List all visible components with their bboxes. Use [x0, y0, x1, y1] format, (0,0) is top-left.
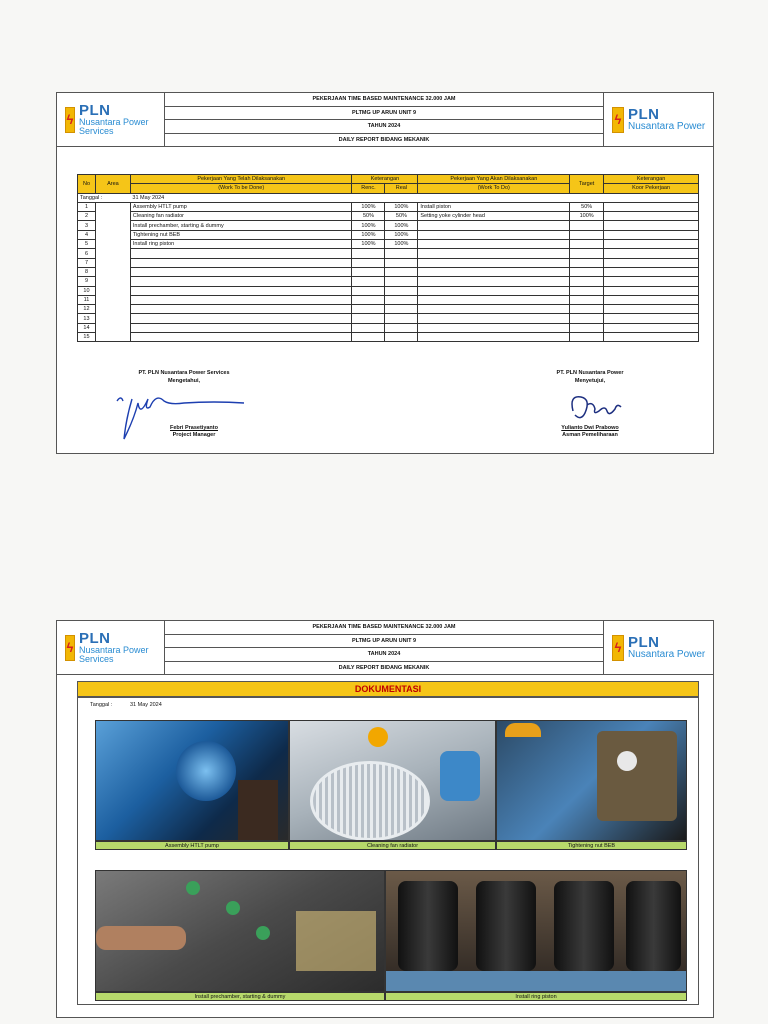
row-todo: [418, 323, 570, 332]
row-no: 6: [78, 249, 96, 258]
sig-left-title: Project Manager: [172, 432, 216, 438]
row-real: [385, 249, 418, 258]
row-real: [385, 314, 418, 323]
row-real: 100%: [385, 230, 418, 239]
row-done: [130, 323, 352, 332]
pln-nps-logo: [57, 93, 164, 146]
row-target: [570, 323, 604, 332]
table-row: [78, 249, 699, 258]
photo-assembly-htlt-pump: [95, 720, 289, 841]
row-no: 7: [78, 258, 96, 267]
row-todo: Install piston: [418, 202, 570, 211]
report-sheet: [56, 92, 714, 454]
documentation-sheet: [56, 620, 714, 1018]
col-keterangan-2: Keterangan: [604, 175, 699, 184]
row-todo: [418, 295, 570, 304]
row-real: 50%: [385, 212, 418, 221]
row-renc: [352, 267, 385, 276]
lightning-icon: ϟ: [612, 635, 624, 661]
col-todo-en: (Work To Do): [418, 184, 570, 193]
row-todo: [418, 240, 570, 249]
pln-nps-logo: [57, 621, 164, 674]
sig-right-title: Asman Pemeliharaan: [562, 432, 618, 438]
table-row: [78, 286, 699, 295]
report-header: [57, 93, 713, 147]
signature-right-name: [535, 425, 645, 438]
row-target: [570, 267, 604, 276]
col-real: Real: [385, 184, 418, 193]
row-no: 3: [78, 221, 96, 230]
row-todo: [418, 286, 570, 295]
header-titles: [164, 621, 603, 674]
table-row: [78, 202, 699, 211]
col-target: Target: [570, 175, 604, 194]
row-koor: [604, 267, 699, 276]
logo-sub-text: Nusantara Power Services: [78, 645, 149, 664]
row-no: 12: [78, 305, 96, 314]
row-koor: [604, 305, 699, 314]
row-koor: [604, 333, 699, 342]
header-line-1: PEKERJAAN TIME BASED MAINTENANCE 32.000 JAM: [165, 93, 603, 107]
table-row: [78, 221, 699, 230]
row-target: 100%: [570, 212, 604, 221]
signature-left: [129, 370, 239, 384]
row-done: [130, 333, 352, 342]
row-target: 50%: [570, 202, 604, 211]
signature-right: [535, 370, 645, 384]
row-renc: 100%: [352, 221, 385, 230]
sig-left-name: Febri Prasetiyanto: [170, 425, 218, 431]
table-row: [78, 305, 699, 314]
row-done: Tightening nut BEB: [130, 230, 352, 239]
sig-right-company: PT. PLN Nusantara Power: [556, 370, 624, 376]
doc-date-value: 31 May 2024: [130, 702, 162, 708]
caption-1: Assembly HTLT pump: [95, 841, 289, 850]
logo-pln-text: PLN: [78, 102, 111, 119]
photo-install-prechamber: [95, 870, 385, 992]
row-real: [385, 258, 418, 267]
row-real: 100%: [385, 221, 418, 230]
col-koor: Koor Pekerjaan: [604, 184, 699, 193]
logo-pln-text: PLN: [78, 630, 111, 647]
caption-5: Install ring piston: [385, 992, 687, 1001]
row-done: [130, 314, 352, 323]
row-done: [130, 295, 352, 304]
row-real: [385, 267, 418, 276]
row-koor: [604, 240, 699, 249]
row-koor: [604, 258, 699, 267]
row-done: [130, 286, 352, 295]
row-koor: [604, 212, 699, 221]
row-todo: [418, 314, 570, 323]
row-target: [570, 230, 604, 239]
logo-sub-text: Nusantara Power: [628, 121, 706, 132]
col-done: Pekerjaan Yang Telah Dilaksanakan: [130, 175, 352, 184]
row-todo: Setting yoke cylinder head: [418, 212, 570, 221]
caption-2: Cleaning fan radiator: [289, 841, 496, 850]
row-renc: [352, 258, 385, 267]
date-value: 31 May 2024: [130, 193, 352, 202]
header-line-1: PEKERJAAN TIME BASED MAINTENANCE 32.000 JAM: [165, 621, 603, 635]
row-no: 4: [78, 230, 96, 239]
col-keterangan: Keterangan: [352, 175, 418, 184]
table-row: [78, 323, 699, 332]
caption-4: Install prechamber, starting & dummy: [95, 992, 385, 1001]
row-done: Assembly HTLT pump: [130, 202, 352, 211]
row-koor: [604, 323, 699, 332]
row-renc: [352, 323, 385, 332]
row-renc: 100%: [352, 240, 385, 249]
row-done: [130, 277, 352, 286]
row-todo: [418, 277, 570, 286]
col-renc: Renc.: [352, 184, 385, 193]
logo-pln-text: PLN: [628, 634, 660, 651]
header-line-4: DAILY REPORT BIDANG MEKANIK: [338, 136, 430, 143]
row-koor: [604, 286, 699, 295]
col-todo: Pekerjaan Yang Akan Dilaksanakan: [418, 175, 570, 184]
row-no: 5: [78, 240, 96, 249]
row-done: [130, 258, 352, 267]
caption-3: Tightening nut BEB: [496, 841, 687, 850]
row-target: [570, 240, 604, 249]
row-no: 2: [78, 212, 96, 221]
lightning-icon: ϟ: [612, 107, 624, 133]
row-target: [570, 258, 604, 267]
lightning-icon: ϟ: [65, 635, 75, 661]
row-renc: [352, 286, 385, 295]
row-koor: [604, 202, 699, 211]
header-line-2: PLTMG UP ARUN UNIT 9: [165, 107, 603, 121]
row-no: 1: [78, 202, 96, 211]
row-renc: [352, 333, 385, 342]
row-todo: [418, 333, 570, 342]
row-done: [130, 305, 352, 314]
row-todo: [418, 305, 570, 314]
col-no: No: [78, 175, 96, 194]
doc-date-label: Tanggal :: [90, 702, 113, 708]
table-row: [78, 240, 699, 249]
row-todo: [418, 249, 570, 258]
header-line-3: TAHUN 2024: [165, 120, 603, 134]
sig-right-name: Yulianto Dwi Prabowo: [561, 425, 619, 431]
sig-right-role: Menyetujui,: [574, 378, 606, 384]
row-done: Install prechamber, starting & dummy: [130, 221, 352, 230]
row-renc: [352, 295, 385, 304]
logo-pln-text: PLN: [628, 106, 660, 123]
row-todo: [418, 230, 570, 239]
row-koor: [604, 249, 699, 258]
row-renc: [352, 314, 385, 323]
row-no: 9: [78, 277, 96, 286]
row-target: [570, 277, 604, 286]
documentation-box: [77, 697, 699, 1005]
row-target: [570, 249, 604, 258]
lightning-icon: ϟ: [65, 107, 75, 133]
row-no: 14: [78, 323, 96, 332]
date-row: [78, 193, 699, 202]
photo-cleaning-fan-radiator: [289, 720, 496, 841]
row-area: [95, 202, 130, 341]
row-done: Install ring piston: [130, 240, 352, 249]
table-row: [78, 295, 699, 304]
row-koor: [604, 221, 699, 230]
row-no: 11: [78, 295, 96, 304]
row-target: [570, 314, 604, 323]
row-done: [130, 249, 352, 258]
pln-np-logo: [603, 621, 713, 674]
row-real: 100%: [385, 240, 418, 249]
row-renc: 100%: [352, 202, 385, 211]
row-real: [385, 333, 418, 342]
row-renc: [352, 277, 385, 286]
photo-tightening-nut-beb: [496, 720, 687, 841]
row-renc: 50%: [352, 212, 385, 221]
row-no: 15: [78, 333, 96, 342]
table-row: [78, 267, 699, 276]
row-target: [570, 333, 604, 342]
row-todo: [418, 258, 570, 267]
row-real: [385, 286, 418, 295]
table-row: [78, 277, 699, 286]
row-real: [385, 323, 418, 332]
row-done: [130, 267, 352, 276]
row-real: [385, 295, 418, 304]
row-target: [570, 305, 604, 314]
header-line-3: TAHUN 2024: [165, 648, 603, 662]
signature-left-name: [139, 425, 249, 438]
header-titles: [164, 93, 603, 146]
row-koor: [604, 295, 699, 304]
table-row: [78, 314, 699, 323]
row-done: Cleaning fan radiator: [130, 212, 352, 221]
logo-sub-text: Nusantara Power: [628, 649, 706, 660]
row-target: [570, 221, 604, 230]
report-table: [77, 174, 699, 342]
table-row: [78, 230, 699, 239]
table-row: [78, 212, 699, 221]
row-renc: [352, 249, 385, 258]
row-no: 13: [78, 314, 96, 323]
row-target: [570, 295, 604, 304]
row-real: [385, 277, 418, 286]
doc-header: [57, 621, 713, 675]
row-real: [385, 305, 418, 314]
sig-left-role: Mengetahui,: [167, 378, 201, 384]
row-koor: [604, 314, 699, 323]
documentation-title: DOKUMENTASI: [77, 681, 699, 697]
signature-right-scribble: [565, 391, 625, 425]
table-row: [78, 258, 699, 267]
row-no: 8: [78, 267, 96, 276]
row-renc: 100%: [352, 230, 385, 239]
sig-left-company: PT. PLN Nusantara Power Services: [138, 370, 230, 376]
table-row: [78, 333, 699, 342]
row-no: 10: [78, 286, 96, 295]
row-todo: [418, 267, 570, 276]
row-real: 100%: [385, 202, 418, 211]
header-line-2: PLTMG UP ARUN UNIT 9: [165, 635, 603, 649]
row-koor: [604, 230, 699, 239]
pln-np-logo: [603, 93, 713, 146]
col-area: Area: [95, 175, 130, 194]
row-renc: [352, 305, 385, 314]
row-todo: [418, 221, 570, 230]
date-label: Tanggal :: [78, 193, 131, 202]
row-target: [570, 286, 604, 295]
row-koor: [604, 277, 699, 286]
photo-install-ring-piston: [385, 870, 687, 992]
col-done-en: (Work To be Done): [130, 184, 352, 193]
header-line-4: DAILY REPORT BIDANG MEKANIK: [338, 664, 430, 671]
logo-sub-text: Nusantara Power Services: [78, 117, 149, 136]
